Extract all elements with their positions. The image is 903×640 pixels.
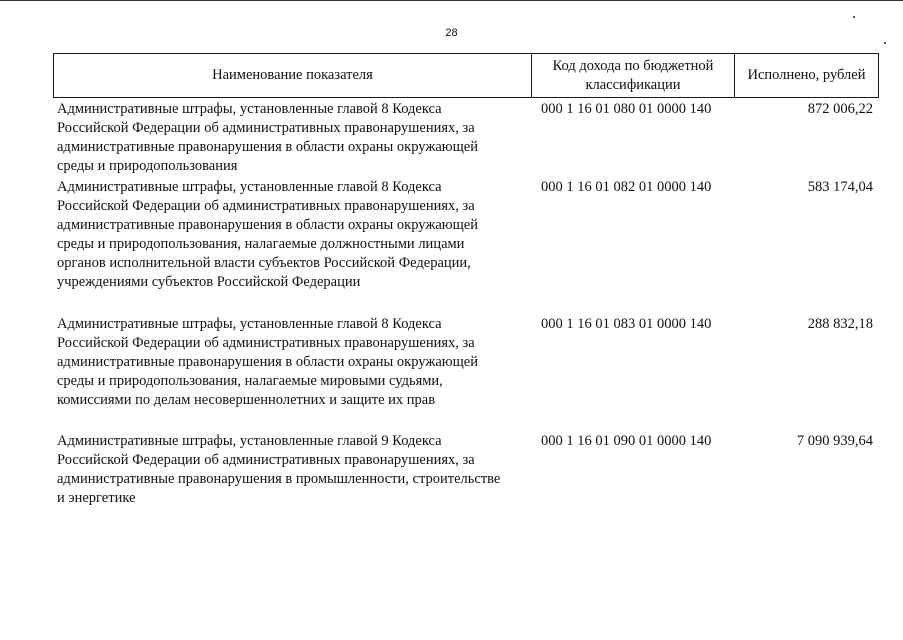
scan-speck (853, 16, 855, 18)
row-name-line: Административные штрафы, установленные главой 8 Кодекса (57, 179, 442, 195)
row-name-line: Российской Федерации об административных правонарушениях, за (57, 335, 475, 351)
top-scan-edge (0, 0, 903, 1)
row-indicator-name (57, 315, 527, 410)
row-executed-amount: 7 090 939,64 (796, 433, 873, 449)
row-income-code: 000 1 16 01 080 01 0000 140 (541, 101, 712, 117)
row-name-line: Административные штрафы, установленные главой 9 Кодекса (57, 433, 442, 449)
row-name-line: административные правонарушения в области охраны окружающей (57, 354, 478, 370)
row-name-line: среды и природопользования, налагаемые должностными лицами (57, 236, 465, 252)
header-income-code-line2: классификации (585, 76, 681, 93)
row-name-line: и энергетике (57, 490, 136, 506)
header-indicator-name: Наименование показателя (54, 54, 532, 97)
header-income-code-line1: Код дохода по бюджетной (552, 57, 714, 74)
row-executed-amount: 288 832,18 (807, 316, 873, 332)
row-executed-amount: 872 006,22 (807, 101, 873, 117)
row-name-line: административные правонарушения в области охраны окружающей (57, 217, 478, 233)
row-name-line: среды и природопользования, налагаемые мировыми судьями, (57, 373, 443, 389)
row-name-line: Российской Федерации об административных правонарушениях, за (57, 198, 475, 214)
row-indicator-name (57, 100, 527, 176)
row-name-line: Административные штрафы, установленные главой 8 Кодекса (57, 101, 442, 117)
row-income-code: 000 1 16 01 083 01 0000 140 (541, 316, 712, 332)
page-number: 28 (445, 27, 458, 39)
row-executed-amount: 583 174,04 (807, 179, 873, 195)
table-header (53, 53, 879, 98)
row-name-line: учреждениями субъектов Российской Федерации (57, 274, 361, 290)
row-name-line: Российской Федерации об административных правонарушениях, за (57, 120, 475, 136)
row-name-line: среды и природопользования (57, 158, 238, 174)
row-name-line: Российской Федерации об административных правонарушениях, за (57, 452, 475, 468)
row-income-code: 000 1 16 01 090 01 0000 140 (541, 433, 712, 449)
row-indicator-name (57, 178, 527, 292)
header-executed: Исполнено, рублей (747, 67, 866, 83)
row-indicator-name (57, 432, 527, 508)
row-name-line: административные правонарушения в области охраны окружающей (57, 139, 478, 155)
row-name-line: Административные штрафы, установленные главой 8 Кодекса (57, 316, 442, 332)
row-name-line: органов исполнительной власти субъектов Российской Федерации, (57, 255, 471, 271)
row-name-line: административные правонарушения в промышленности, строительстве (57, 471, 501, 487)
row-name-line: комиссиями по делам несовершеннолетних и защите их прав (57, 392, 436, 408)
row-income-code: 000 1 16 01 082 01 0000 140 (541, 179, 712, 195)
scan-speck (884, 42, 886, 44)
header-income-code (532, 54, 735, 97)
